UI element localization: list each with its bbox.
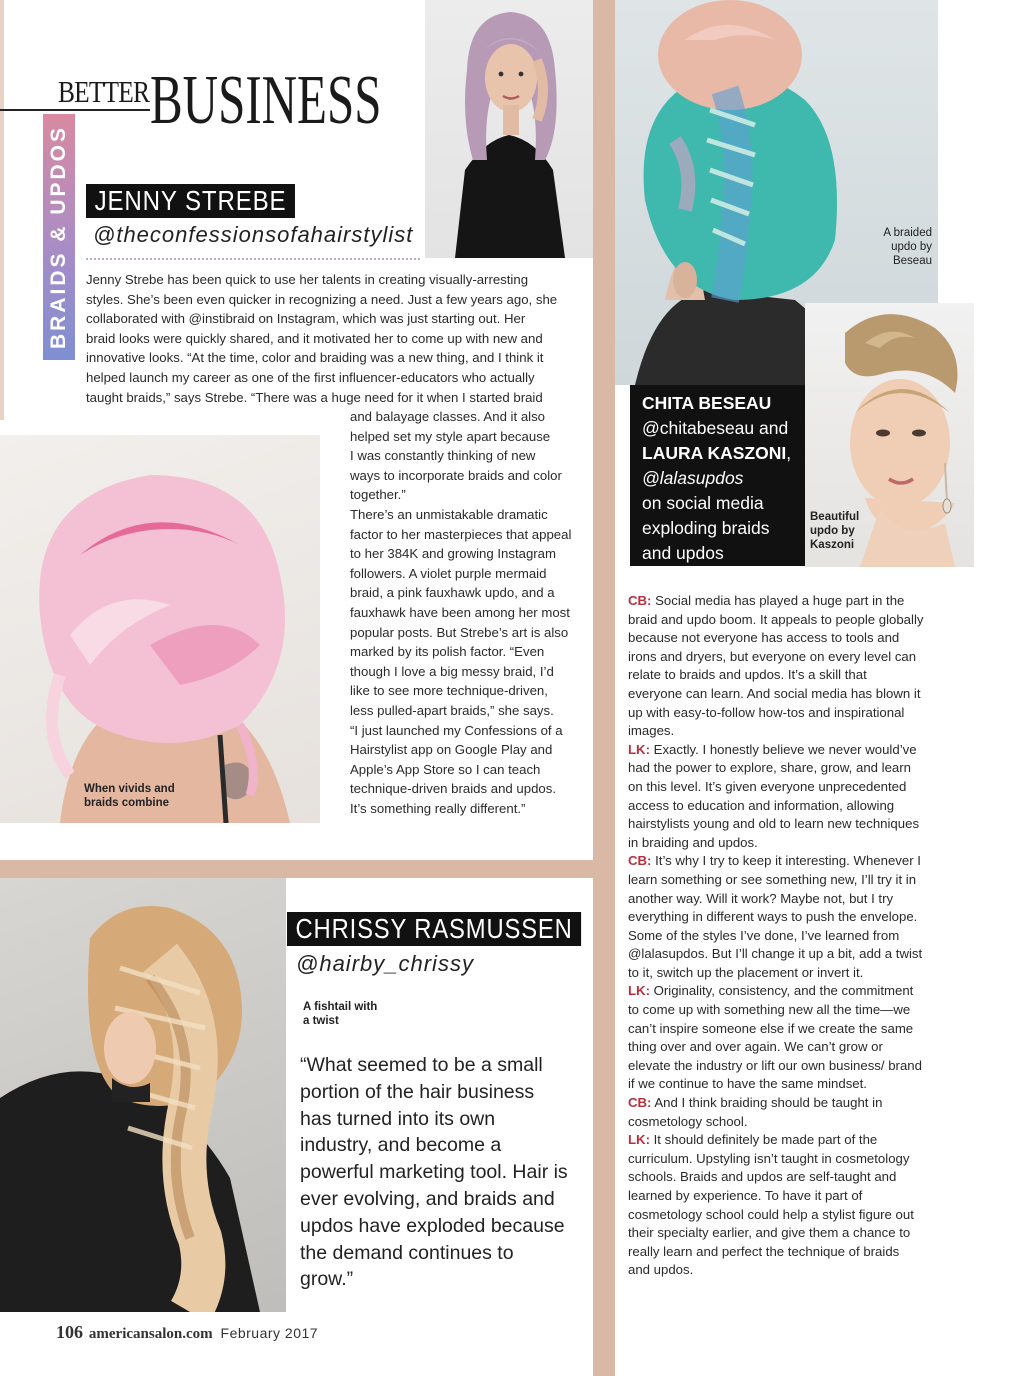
text-line: less pulled-apart braids,” she says.: [350, 702, 554, 718]
text-line: to her 384K and growing Instagram: [350, 546, 556, 562]
text-line: braid, a pink fauxhawk updo, and a: [350, 585, 555, 601]
text-line: together.”: [350, 487, 406, 503]
qa-text: Social media has played a huge part in the braid and updo boom. It appeals to people globally because not everyone has access to tools and irons and dryers, but everyone on every level can relate to braids and updos. It’s a skill that everyone can learn. And social media has blown it up with easy-to-follow how-tos and inspirational images.: [628, 593, 924, 739]
strebe-portrait-photo: [425, 0, 593, 258]
qa-speaker: LK:: [628, 1132, 650, 1148]
pull-quote: “What seemed to be a small portion of the hair business has turned into its own industry, and become a powerful marketing tool. Hair is ever evolving, and braids and updos have exploded because the demand continues to grow.”: [300, 1054, 568, 1291]
beseau-photo-caption: A braided updo by Beseau: [883, 227, 932, 267]
qa-text: Originality, consistency, and the commitment to come up with something new all the time—we can’t inspire someone else if we create the same thing over and over again. We can’t grow or elevate the industry or lift our own business/ brand if we continue to have the same mindset.: [628, 983, 922, 1092]
qa-speaker: CB:: [628, 1095, 652, 1111]
qa-entry: [628, 852, 924, 982]
box-line-2: exploding braids: [642, 518, 770, 538]
text-line: Hairstylist app on Google Play and: [350, 742, 553, 758]
text-line: braid looks were quickly shared, and it motivated her to come up with new and: [86, 330, 543, 346]
issue-date: February 2017: [220, 1325, 319, 1341]
and-word: and: [754, 418, 789, 438]
frame-horizontal-bar: [0, 860, 615, 878]
text-line: It’s something really different.”: [350, 800, 526, 816]
text-line: ways to incorporate braids and color: [350, 467, 562, 483]
qa-text: It’s why I try to keep it interesting. Whenever I learn something or see something new, I’ll try it in another way. Will it work? Maybe not, but I try everything in different ways to push the envelope. Some of the styles I’ve done, I’ve learned from @lalasupdos. But I’ll change it up a bit, add a twist to it, switch up the placement or invert it.: [628, 853, 923, 980]
qa-text: Exactly. I honestly believe we never would’ve had the power to explore, share, grow, and learn on this level. It’s given everyone unprecedented access to education and information, allowing hairstylists young and old to learn new techniques in braiding and updos.: [628, 741, 920, 850]
text-line: innovative looks. “At the time, color and braiding was a new thing, and I think it: [86, 350, 544, 366]
section-tag: BRAIDS & UPDOS: [47, 124, 70, 350]
qa-speaker: CB:: [628, 853, 652, 869]
strebe-name: JENNY STREBE: [86, 184, 295, 218]
strebe-photo-caption: When vivids and braids combine: [84, 783, 175, 809]
text-line: and balayage classes. And it also: [350, 409, 546, 424]
qa-column: [628, 592, 924, 1280]
qa-entry: [628, 1131, 924, 1280]
rasmussen-handle: @hairby_chrissy: [296, 951, 474, 976]
text-line: though I love a big messy braid, I’d: [350, 663, 554, 679]
text-line: followers. A violet purple mermaid: [350, 565, 547, 581]
qa-entry: [628, 982, 924, 1094]
rasmussen-photo-caption: A fishtail with a twist: [303, 1001, 378, 1027]
text-line: I was constantly thinking of new: [350, 448, 536, 464]
text-line: marked by its polish factor. “Even: [350, 644, 545, 660]
qa-speaker: LK:: [628, 741, 650, 757]
laura-name: LAURA KASZONI: [642, 443, 787, 463]
text-line: Apple’s App Store so I can teach: [350, 761, 541, 777]
strebe-body-narrow: [350, 407, 590, 818]
text-line: technique-driven braids and updos.: [350, 781, 557, 797]
strebe-handle: @theconfessionsofahairstylist: [93, 222, 414, 247]
site-name: americansalon.com: [88, 1326, 213, 1342]
chita-laura-box: [630, 385, 805, 566]
text-line: factor to her masterpieces that appeal: [350, 526, 572, 542]
header-rule: [0, 109, 150, 111]
rasmussen-name: CHRISSY RASMUSSEN: [287, 912, 581, 946]
text-line: like to see more technique-driven,: [350, 683, 548, 699]
text-line: fauxhawk have been among her most: [350, 604, 570, 620]
header-better: BETTER: [58, 74, 150, 109]
kaszoni-photo-caption: Beautiful updo by Kaszoni: [810, 511, 860, 551]
text-line: helped launch my career as one of the first influencer-educators who actually: [86, 369, 535, 385]
text-line: styles. She’s been even quicker in recognizing a need. Just a few years ago, she: [86, 291, 558, 307]
chita-handle: @chitabeseau: [642, 418, 755, 438]
box-line-1: on social media: [642, 493, 764, 513]
qa-speaker: CB:: [628, 593, 652, 608]
box-line-3: and updos: [642, 543, 724, 563]
text-line: There’s an unmistakable dramatic: [350, 506, 548, 522]
strebe-body-wide: [86, 270, 566, 407]
qa-entry: [628, 592, 924, 741]
frame-horizontal-bar-top: [0, 0, 4, 420]
text-line: helped set my style apart because: [350, 428, 551, 444]
text-line: collaborated with @instibraid on Instagram, which was just starting out. Her: [86, 311, 526, 327]
qa-entry: [628, 741, 924, 853]
footer: [56, 1322, 318, 1343]
text-line: “I just launched my Confessions of a: [350, 722, 563, 738]
text-line: taught braids,” says Strebe. “There was a huge need for it when I started braid: [86, 389, 543, 405]
text-line: popular posts. But Strebe’s art is also: [350, 624, 569, 640]
header-business: BUSINESS: [150, 62, 382, 139]
qa-text: It should definitely be made part of the curriculum. Upstyling isn’t taught in cosmetology schools. Braids and updos are self-taught and learned by experience. To have it part of cosmetology school could help a stylist figure out their specialty earlier, and give them a chance to really learn and perfect the technique of braids and updos.: [628, 1132, 914, 1278]
page-number: 106: [56, 1322, 83, 1342]
comma: ,: [786, 443, 792, 463]
qa-speaker: LK:: [628, 983, 650, 999]
qa-entry: [628, 1094, 924, 1131]
laura-handle: @lalasupdos: [642, 468, 744, 488]
pink-braids-photo: [0, 435, 320, 823]
text-line: Jenny Strebe has been quick to use her talents in creating visually-arresting: [86, 272, 529, 287]
chita-name: CHITA BESEAU: [642, 393, 772, 413]
qa-text: And I think braiding should be taught in cosmetology school.: [628, 1095, 883, 1129]
handle-dotted-rule: [86, 258, 420, 260]
frame-vertical-bar: [593, 0, 615, 1376]
